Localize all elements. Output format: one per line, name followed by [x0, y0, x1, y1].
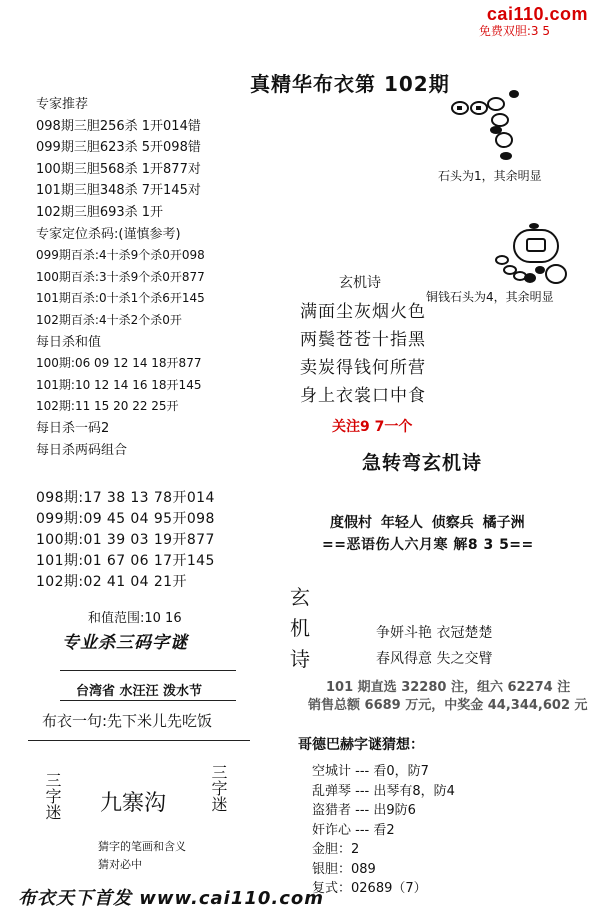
poem-line: 身上衣裳口中食 [300, 386, 426, 406]
riddle-hint [98, 838, 186, 874]
combo-list [36, 488, 215, 593]
sum-range: 和值范围:10 16 [88, 611, 182, 626]
goldbach-list [312, 762, 455, 899]
clue-words: 度假村 年轻人 侦察兵 橘子洲 [330, 515, 525, 531]
xuanji-char: 机 [290, 616, 310, 640]
combo-row: 102期:02 41 04 21开 [36, 574, 187, 590]
clue-answer: ==恶语伤人六月寒 解8 3 5== [322, 537, 534, 553]
goldbach-row: 乱弹琴 --- 出琴有8，防4 [312, 783, 455, 799]
goldbach-row: 盗猎者 --- 出9防6 [312, 803, 416, 818]
poem [300, 298, 426, 410]
sum-row: 100期:06 09 12 14 18开877 [36, 356, 202, 371]
xuanji-vertical-title [290, 582, 314, 675]
position-header: 专家定位杀码:(谨慎参考) [36, 226, 181, 242]
divider [60, 700, 236, 701]
three-char-riddle-right: 三字迷 [209, 764, 228, 812]
stones-coins-figure-2 [494, 222, 574, 286]
page-title: 真精华布衣第 102期 [250, 72, 450, 96]
expert-row: 098期三胆256杀 1开014错 [36, 118, 201, 134]
divider [28, 740, 250, 741]
sales-stats: 101 期直选 32280 注，组六 62274 注 [326, 680, 571, 695]
expert-row: 101期三胆348杀 7开145对 [36, 183, 201, 199]
stones-coins-figure-1 [448, 86, 526, 170]
goldbach-row: 金胆：2 [312, 842, 360, 857]
goldbach-row: 空城计 --- 看0，防7 [312, 764, 429, 779]
hint-line: 猜字的笔画和含义 [98, 840, 186, 853]
sum-row: 101期:10 12 14 16 18开145 [36, 377, 202, 392]
position-row: 102期百杀:4十杀2个杀0开 [36, 312, 182, 327]
xuanji-char: 诗 [290, 647, 310, 671]
footer-site: 布衣天下首发 www.cai110.com [18, 888, 325, 909]
goldbach-row: 银胆：089 [312, 861, 376, 877]
sum-header: 每日杀和值 [36, 334, 102, 350]
expert-header: 专家推荐 [36, 97, 89, 112]
figure-caption-2: 铜钱石头为4，其余明显 [426, 290, 554, 304]
xuanji-char: 玄 [290, 585, 310, 609]
free-double-dan: 免费双胆:3 5 [478, 24, 550, 38]
kill-one-code: 每日杀一码2 [36, 420, 110, 436]
position-row: 099期百杀:4十杀9个杀0开098 [36, 248, 205, 263]
follow-note: 关注9 7一个 [332, 419, 413, 435]
poem-line: 卖炭得钱何所营 [300, 358, 426, 378]
poem-title: 玄机诗 [339, 275, 381, 291]
goldbach-title: 哥德巴赫字谜猜想： [298, 737, 424, 753]
combo-header: 每日杀两码组合 [36, 442, 128, 458]
combo-row: 099期:09 45 04 95开098 [36, 511, 215, 527]
goldbach-row: 复式：02689（7） [312, 881, 427, 896]
expert-row: 102期三胆693杀 1开 [36, 204, 164, 220]
poem-line: 满面尘灰烟火色 [300, 302, 426, 322]
expert-section [36, 94, 276, 461]
poem-line: 两鬓苍苍十指黑 [300, 330, 426, 350]
combo-row: 100期:01 39 03 19开877 [36, 532, 215, 548]
position-row: 101期百杀:0十杀1个杀6开145 [36, 291, 205, 306]
expert-row: 099期三胆623杀 5开098错 [36, 140, 201, 156]
sum-row: 102期:11 15 20 22 25开 [36, 399, 179, 414]
turn-poem-title: 急转弯玄机诗 [362, 452, 483, 474]
divider [60, 670, 236, 671]
riddle-jiuzhaigou: 九寨沟 [100, 791, 167, 816]
riddle-line: 台湾省 水汪汪 泼水节 [76, 684, 203, 699]
goldbach-row: 奸诈心 --- 看2 [312, 822, 395, 838]
site-logo: cai110.com [486, 4, 588, 24]
xuanji-line: 春风得意 失之交臂 [376, 651, 493, 667]
buyi-sentence: 布衣一句:先下米儿先吃饭 [42, 712, 213, 730]
combo-row: 098期:17 38 13 78开014 [36, 490, 215, 506]
expert-row: 100期三胆568杀 1开877对 [36, 161, 201, 177]
figure-caption-1: 石头为1，其余明显 [438, 169, 542, 183]
hint-line: 猜对必中 [98, 858, 142, 871]
sales-total: 销售总额 6689 万元，中奖金 44,344,602 元 [308, 698, 588, 713]
position-row: 100期百杀:3十杀9个杀0开877 [36, 269, 205, 284]
xuanji-line: 争妍斗艳 衣冠楚楚 [376, 625, 493, 641]
three-char-riddle-left: 三字迷 [43, 772, 62, 820]
kill-three-riddle-title: 专业杀三码字谜 [62, 633, 188, 653]
combo-row: 101期:01 67 06 17开145 [36, 553, 215, 569]
